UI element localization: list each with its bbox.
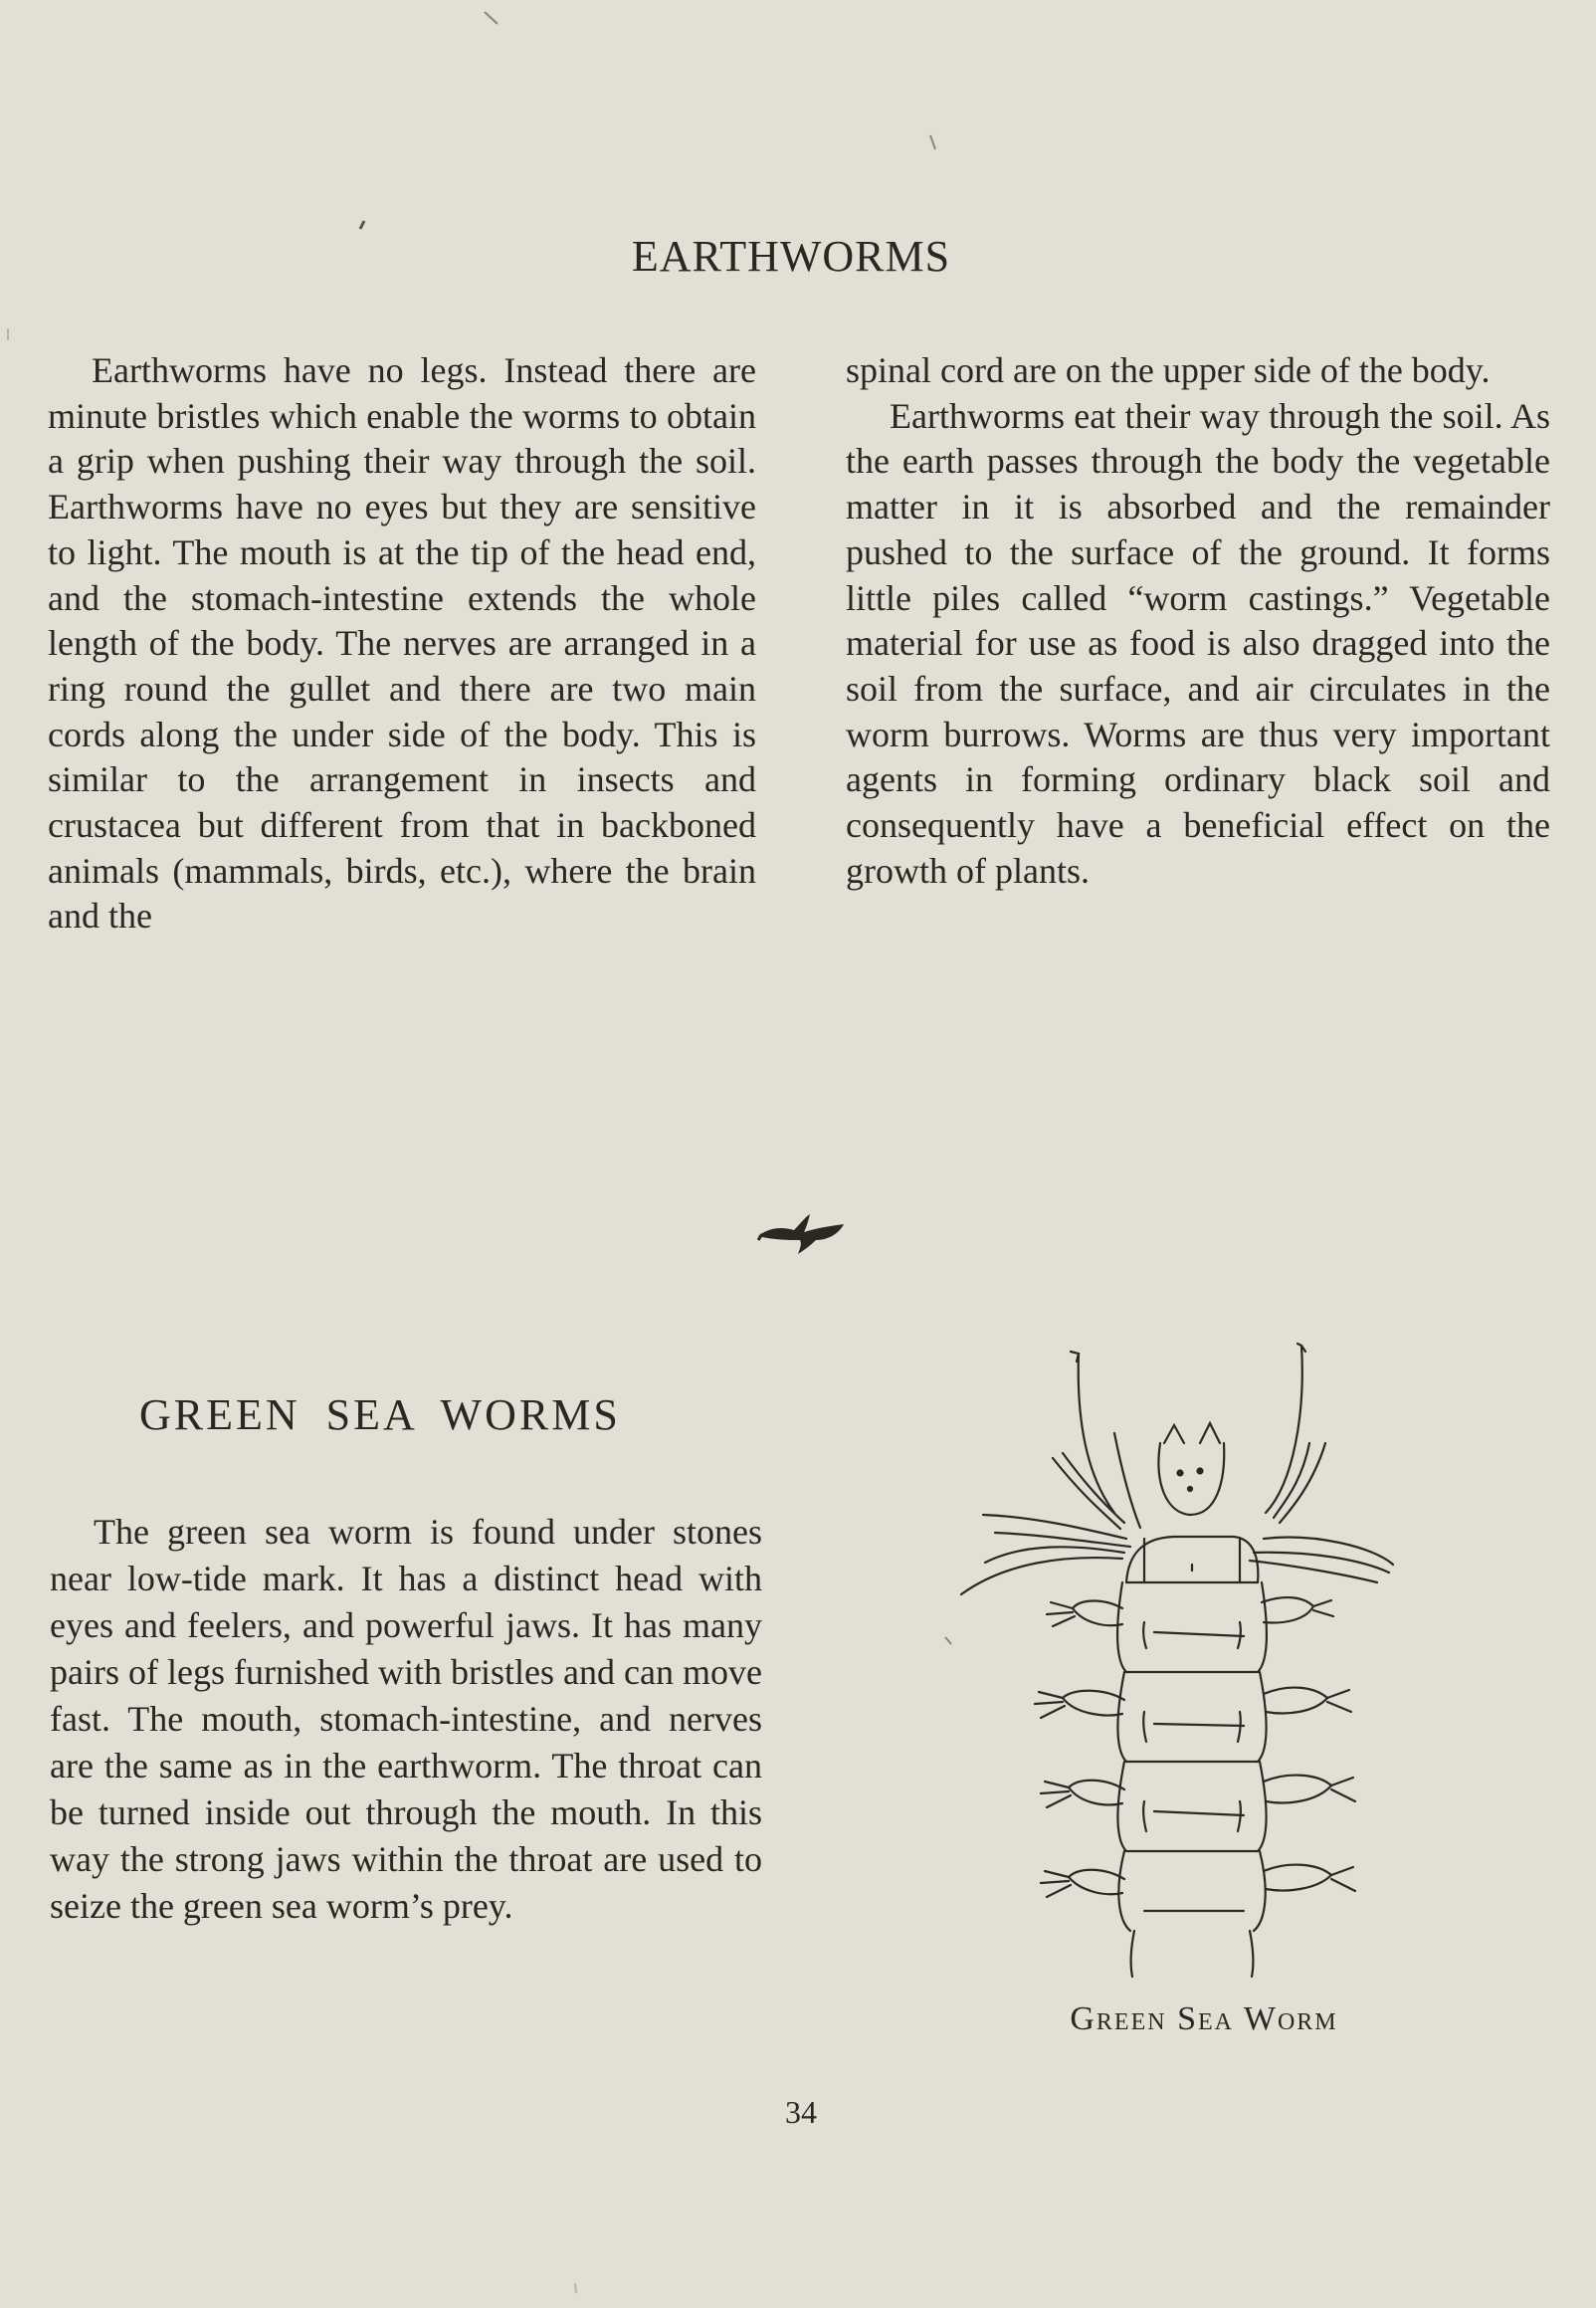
green-sea-worms-heading: GREEN SEA WORMS [139,1390,621,1439]
page-number: 34 [785,2094,817,2130]
leaf-ornament-icon [754,1206,850,1256]
green-sea-worms-paragraph: The green sea worm is found under stones near low-tide mark. It has a distinct head with eyes and feelers, and powerful jaws. It has many pairs of legs furnished with bristles and can move fast. The mouth, stomach-intestine, and nerves are the same as in the earthworm. The throat can be turned inside out through the mouth. In this way the strong jaws within the throat are used to seize the green sea worm’s prey. [50,1512,762,1926]
earthworms-right-column [846,348,1550,894]
earthworms-paragraph-1-continued: spinal cord are on the upper side of the body. [846,350,1491,390]
earthworms-paragraph-1: Earthworms have no legs. Instead there are minute bristles which enable the worms to obtain a grip when pushing their way through the soil. Earthworms have no eyes but they are sensitive to light. The mouth is at the tip of the head end, and the stomach-intestine extends the whole length of the body. The nerves are arranged in a ring round the gullet and there are two main cords along the under side of the body. This is similar to the arrangement in insects and crustacea but different from that in backboned animals (mammals, birds, etc.), where the brain and the [48,350,756,937]
earthworms-heading: EARTHWORMS [631,232,951,281]
green-sea-worm-illustration [955,1334,1413,1981]
figure-caption: Green Sea Worm [1070,2000,1338,2037]
earthworms-paragraph-2: Earthworms eat their way through the soil. As the earth passes through the body the vegetable matter in it is absorbed and the remainder pushed to the surface of the ground. It forms little piles called “worm castings.” Vegetable material for use as food is also dragged into the soil from the surface, and air circulates in the worm burrows. Worms are thus very important agents in forming ordinary black soil and consequently have a beneficial effect on the growth of plants. [846,395,1550,891]
green-sea-worms-column [50,1509,762,1930]
earthworms-left-column [48,348,756,940]
